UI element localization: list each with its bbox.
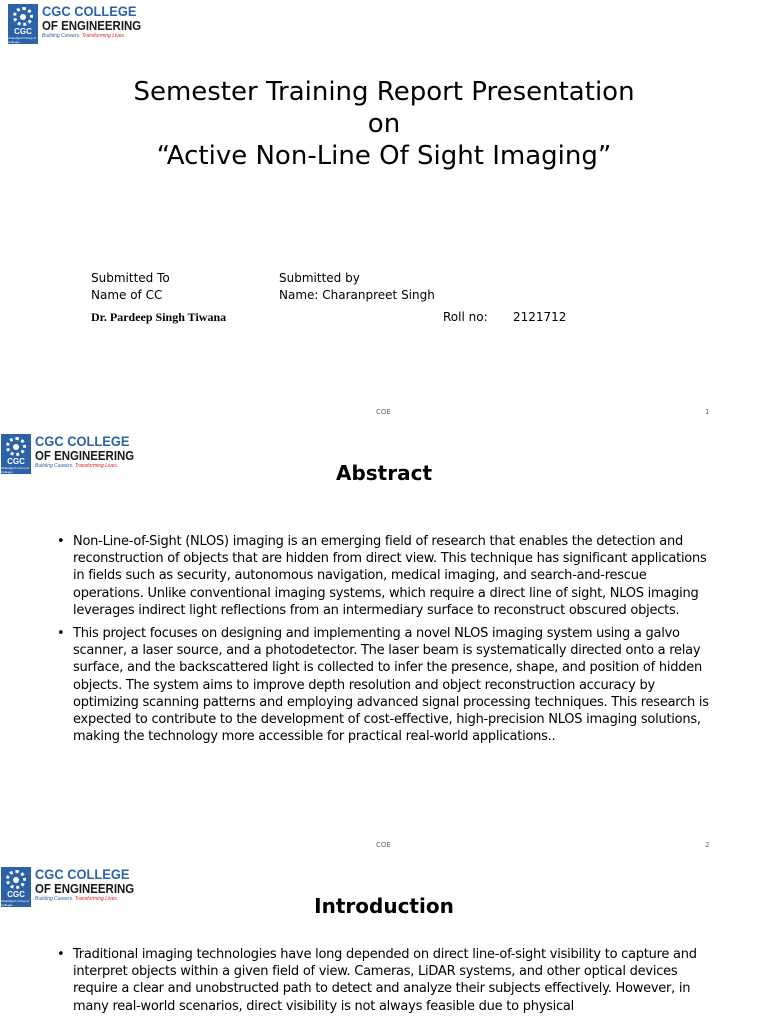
student-name: Name: Charanpreet Singh — [279, 288, 435, 302]
bullet-icon: • — [57, 534, 65, 549]
slide-3 — [0, 866, 768, 1024]
title-line-3: “Active Non-Line Of Sight Imaging” — [156, 141, 612, 171]
list-item — [57, 625, 712, 745]
bullet-list — [57, 946, 712, 1021]
gear-emblem-icon: CGC Chandigarh Group of Colleges — [8, 4, 38, 44]
submitted-by-label: Submitted by — [279, 271, 360, 285]
title-line-2: on — [367, 109, 401, 139]
logo-line1: CGC COLLEGE — [35, 866, 130, 882]
cc-name: Dr. Pardeep Singh Tiwana — [91, 310, 227, 324]
name-of-cc-label: Name of CC — [91, 288, 163, 302]
list-item — [57, 946, 712, 1015]
roll-value: 2121712 — [513, 310, 567, 324]
bullet-text: Traditional imaging technologies have long depended on direct line-of-sight visibility to capture and interpret objects within a given field of view. Cameras, LiDAR systems, and other optical devices require a clear and unobstructed path to detect and analyze their subjects effectively. However, in many real-world scenarios, direct visibility is not always feasible due to physical — [73, 947, 697, 1014]
list-item — [57, 533, 712, 619]
slide-1 — [0, 0, 768, 432]
footer-center: COE — [376, 841, 391, 849]
logo-line2: OF ENGINEERING — [35, 881, 135, 896]
logo-line1: CGC COLLEGE — [35, 433, 130, 449]
logo-slogan: Building Careers. Transforming Lives. — [35, 463, 119, 469]
gear-emblem-icon: CGC Chandigarh Group of Colleges — [1, 867, 31, 907]
bullet-icon: • — [57, 947, 65, 962]
presentation-title — [0, 76, 768, 172]
college-logo — [8, 4, 155, 44]
slide-heading: Introduction — [314, 894, 454, 918]
slide-heading: Abstract — [335, 461, 433, 485]
bullet-icon: • — [57, 626, 65, 642]
title-line-1: Semester Training Report Presentation — [133, 77, 635, 107]
logo-slogan: Building Careers. Transforming Lives. — [35, 896, 119, 902]
logo-text — [42, 4, 155, 40]
logo-line2: OF ENGINEERING — [35, 448, 135, 463]
logo-slogan: Building Careers. Transforming Lives. — [42, 33, 126, 39]
slide-2 — [0, 433, 768, 866]
gear-emblem-icon: CGC Chandigarh Group of Colleges — [1, 434, 31, 474]
footer-center: COE — [376, 408, 391, 416]
bullet-text: This project focuses on designing and implementing a novel NLOS imaging system using a galvo scanner, a laser source, and a photodetector. The laser beam is systematically directed onto a relay surface, and the backscattered light is collected to infer the presence, shape, and position of hidden objects. The system aims to improve depth resolution and object reconstruction accuracy by optimizing scanning patterns and employing advanced signal processing techniques. This research is expected to contribute to the development of cost-effective, high-precision NLOS imaging solutions, making the technology more accessible for practical real-world applications.. — [73, 626, 709, 745]
submitted-to-label: Submitted To — [91, 271, 170, 285]
page-number: 2 — [705, 841, 710, 849]
logo-line2: OF ENGINEERING — [42, 18, 142, 33]
bullet-list — [57, 533, 712, 751]
logo-line1: CGC COLLEGE — [42, 3, 137, 19]
roll-label: Roll no: — [443, 310, 488, 324]
page-number: 1 — [705, 408, 710, 416]
bullet-text: Non-Line-of-Sight (NLOS) imaging is an emerging field of research that enables the detection and reconstruction of objects that are hidden from direct view. This technique has significant applications in fields such as security, autonomous navigation, medical imaging, and search-and-rescue operations. Unlike conventional imaging systems, which require a direct line of sight, NLOS imaging leverages indirect light reflections from an intermediary surface to reconstruct obscured objects. — [73, 534, 707, 618]
